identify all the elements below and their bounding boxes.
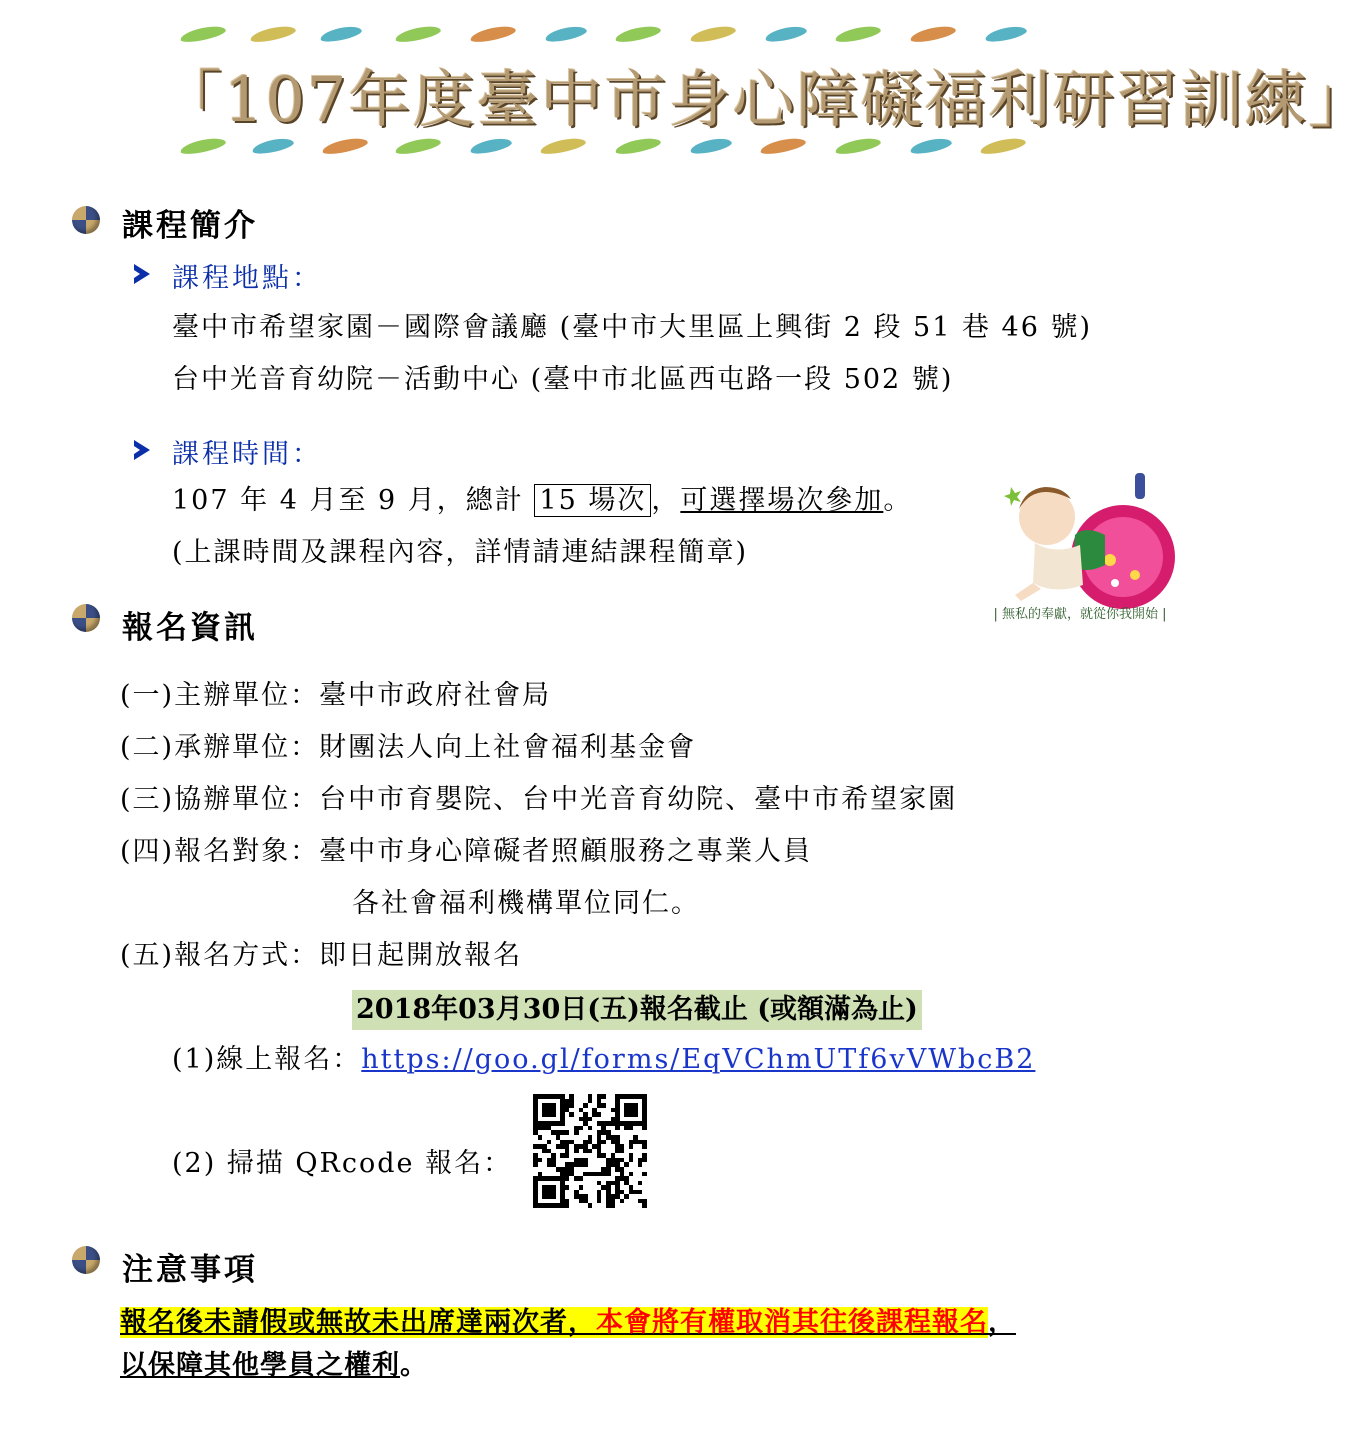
notes-part-3: ， — [988, 1307, 1016, 1338]
section-bullet-icon — [72, 1246, 100, 1274]
section-heading-registration: 報名資訊 — [122, 610, 258, 646]
executor-line: (二)承辦單位：財團法人向上社會福利基金會 — [120, 732, 697, 763]
target-line-2: 各社會福利機構單位同仁。 — [352, 888, 700, 919]
time-line-1 — [172, 483, 912, 519]
location-label: 課程地點： — [172, 263, 322, 294]
notes-line-1 — [120, 1303, 1016, 1343]
page-title: 「107年度臺中市身心障礙福利研習訓練」 — [160, 63, 1372, 136]
time-label: 課程時間： — [172, 439, 322, 470]
target-line-1: (四)報名對象：臺中市身心障礙者照顧服務之專業人員 — [120, 836, 813, 867]
sessions-count: 15 場次 — [534, 484, 651, 517]
online-label: (1)線上報名： — [172, 1044, 362, 1075]
qr-label: (2) 掃描 QRcode 報名： — [172, 1148, 513, 1179]
co-organizer-line: (三)協辦單位：台中市育嬰院、台中光音育幼院、臺中市希望家園 — [120, 784, 958, 815]
location-line-2: 台中光音育幼院－活動中心 (臺中市北區西屯路一段 502 號) — [172, 364, 954, 395]
illustration-caption: | 無私的奉獻，就從你我開始 | — [993, 607, 1167, 622]
section-heading-intro: 課程簡介 — [122, 208, 258, 244]
leaf-border-top — [180, 28, 1060, 54]
section-heading-notes: 注意事項 — [122, 1252, 258, 1288]
notes-part-1: 報名後未請假或無故未出席達兩次者， — [120, 1307, 596, 1338]
volunteer-illustration — [985, 465, 1185, 625]
notes-line-2-text: 以保障其他學員之權利 — [120, 1350, 400, 1381]
method-line: (五)報名方式：即日起開放報名 — [120, 940, 523, 971]
time-prefix: 107 年 4 月至 9 月，總計 — [172, 485, 535, 516]
notes-end: 。 — [400, 1350, 428, 1381]
notes-warning: 本會將有權取消其往後課程報名 — [596, 1307, 988, 1338]
organizer-line: (一)主辦單位：臺中市政府社會局 — [120, 680, 552, 711]
notes-highlight — [120, 1307, 988, 1338]
section-bullet-icon — [72, 604, 100, 632]
notes-line-2 — [120, 1346, 428, 1386]
arrow-bullet-icon — [134, 440, 150, 460]
time-line-2: (上課時間及課程內容，詳情請連結課程簡章) — [172, 537, 749, 568]
arrow-bullet-icon — [134, 264, 150, 284]
time-separator: ， — [651, 485, 681, 516]
optional-sessions: 可選擇場次參加 — [680, 485, 884, 516]
location-line-1: 臺中市希望家園－國際會議廳 (臺中市大里區上興街 2 段 51 巷 46 號) — [172, 312, 1093, 343]
qr-code — [533, 1094, 647, 1208]
section-bullet-icon — [72, 206, 100, 234]
time-end: 。 — [883, 485, 913, 516]
leaf-border-bottom — [180, 140, 1060, 166]
deadline-banner: 2018年03月30日(五)報名截止 (或額滿為止) — [352, 990, 922, 1030]
registration-link[interactable]: https://goo.gl/forms/EqVChmUTf6vVWbcB2 — [361, 1044, 1036, 1075]
online-registration — [172, 1042, 1035, 1078]
